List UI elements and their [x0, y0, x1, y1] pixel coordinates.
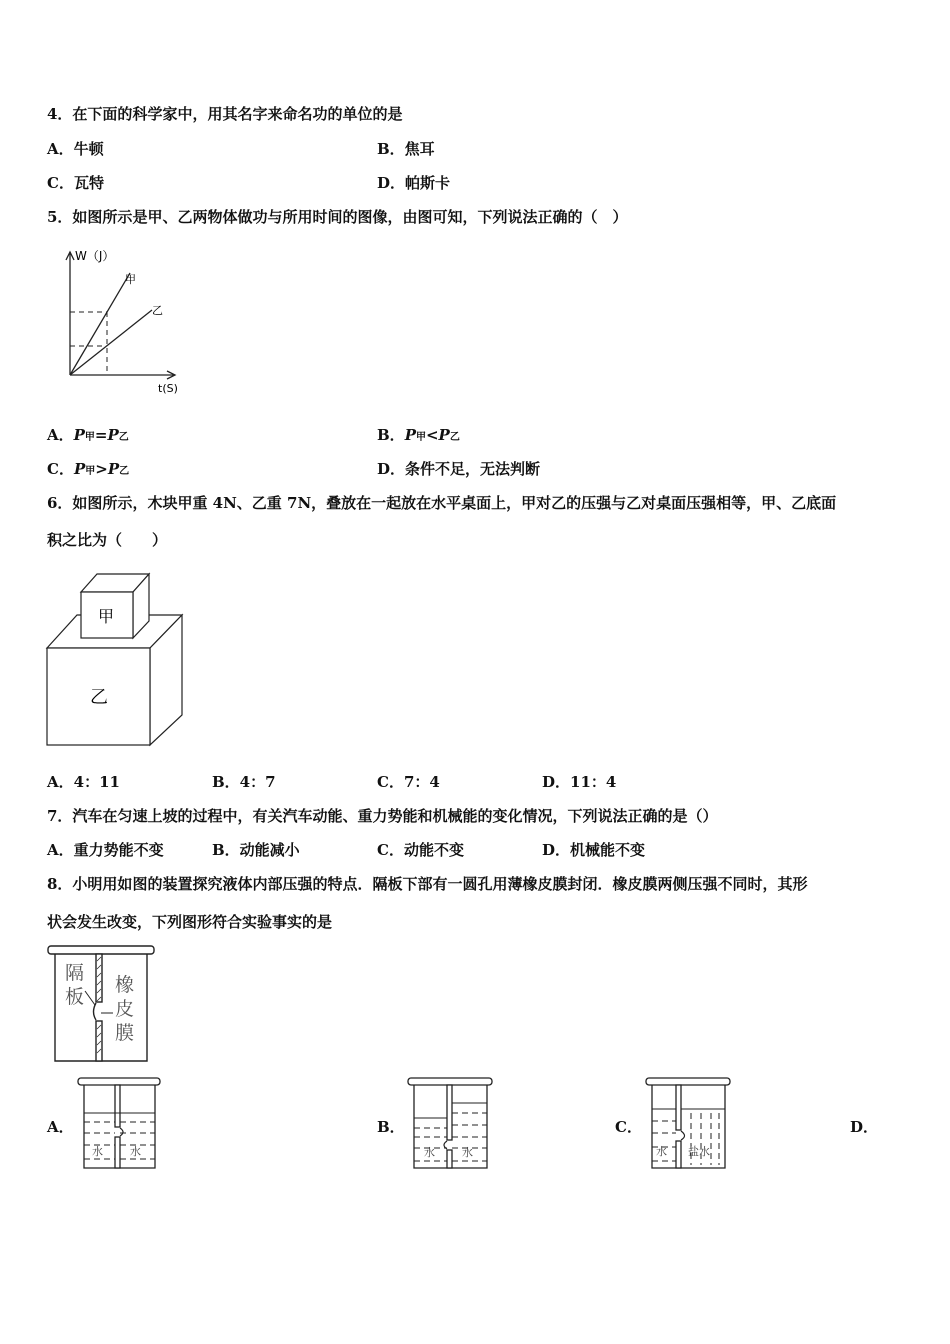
q5-option-a[interactable]: A．P甲=P乙 — [47, 426, 129, 444]
q4-option-d[interactable]: D．帕斯卡 — [377, 174, 451, 192]
q8-a-right-liquid: 水 — [130, 1145, 141, 1158]
q4-option-a[interactable]: A．牛顿 — [47, 140, 104, 158]
q5-stem: 5．如图所示是甲、乙两物体做功与所用时间的图像，由图可知，下列说法正确的（ ） — [47, 208, 628, 226]
q7-option-b[interactable]: B．动能减小 — [212, 841, 300, 859]
label-xiang: 橡 — [115, 974, 135, 996]
block-jia-label: 甲 — [98, 607, 115, 626]
label-mo: 膜 — [115, 1022, 135, 1044]
q4-option-c[interactable]: C．瓦特 — [47, 174, 104, 192]
q8-b-right-liquid: 水 — [462, 1146, 473, 1159]
q6-option-b[interactable]: B．4：7 — [212, 773, 276, 791]
work-time-graph — [55, 240, 195, 400]
rubber-membrane — [94, 1003, 97, 1020]
partition-apparatus-figure — [45, 943, 160, 1065]
stacked-blocks-figure — [45, 570, 185, 750]
q8-b-left-liquid: 水 — [424, 1146, 435, 1159]
q5-option-b[interactable]: B．P甲<P乙 — [377, 426, 460, 444]
block-yi-label: 乙 — [90, 687, 108, 708]
line-yi — [70, 310, 152, 375]
q8-option-b-figure[interactable] — [405, 1075, 497, 1175]
label-ge: 隔 — [65, 962, 85, 984]
q8-stem-line1: 8．小明用如图的装置探究液体内部压强的特点．隔板下部有一圆孔用薄橡皮膜封闭．橡皮膜两侧压强不同时，其形 — [47, 875, 808, 893]
q4-stem: 4．在下面的科学家中，用其名字来命名功的单位的是 — [47, 105, 403, 123]
q8-a-left-liquid: 水 — [92, 1145, 103, 1158]
q8-option-c-letter[interactable]: C． — [615, 1118, 642, 1136]
q7-option-d[interactable]: D．机械能不变 — [542, 841, 646, 859]
q6-stem-line1: 6．如图所示，木块甲重 4N、乙重 7N，叠放在一起放在水平桌面上，甲对乙的压强与乙对桌面压强相等，甲、乙底面 — [47, 494, 837, 512]
graph-x-label: t(S) — [158, 382, 178, 395]
apparatus-rim — [48, 946, 154, 954]
graph-line-jia-label: 甲 — [125, 273, 136, 286]
graph-y-label: W（J） — [75, 249, 115, 263]
q7-stem: 7．汽车在匀速上坡的过程中，有关汽车动能、重力势能和机械能的变化情况，下列说法正确的是（） — [47, 807, 718, 825]
q6-option-d[interactable]: D．11：4 — [542, 773, 617, 791]
q7-option-c[interactable]: C．动能不变 — [377, 841, 464, 859]
q8-option-d-letter[interactable]: D． — [850, 1118, 879, 1136]
graph-line-yi-label: 乙 — [152, 304, 163, 317]
q8-option-a-letter[interactable]: A． — [47, 1118, 74, 1136]
q8-option-a-figure[interactable] — [75, 1075, 165, 1175]
q5-option-d[interactable]: D．条件不足，无法判断 — [377, 460, 541, 478]
label-pi: 皮 — [115, 998, 135, 1020]
q7-option-a[interactable]: A．重力势能不变 — [47, 841, 164, 859]
label-ban: 板 — [65, 986, 85, 1008]
q8-option-c-figure[interactable] — [643, 1075, 735, 1175]
q6-option-c[interactable]: C．7：4 — [377, 773, 440, 791]
q6-option-a[interactable]: A．4：11 — [47, 773, 120, 791]
q4-option-b[interactable]: B．焦耳 — [377, 140, 435, 158]
line-jia — [70, 273, 130, 375]
q5-option-c[interactable]: C．P甲>P乙 — [47, 460, 130, 478]
q8-c-left-liquid: 水 — [656, 1145, 667, 1158]
q8-option-b-letter[interactable]: B． — [377, 1118, 405, 1136]
q8-stem-line2: 状会发生改变，下列图形符合实验事实的是 — [47, 913, 333, 931]
q6-stem-line2: 积之比为（ ） — [47, 531, 168, 549]
q8-c-right-liquid: 盐水 — [688, 1145, 710, 1158]
partition-upper — [96, 954, 102, 1002]
